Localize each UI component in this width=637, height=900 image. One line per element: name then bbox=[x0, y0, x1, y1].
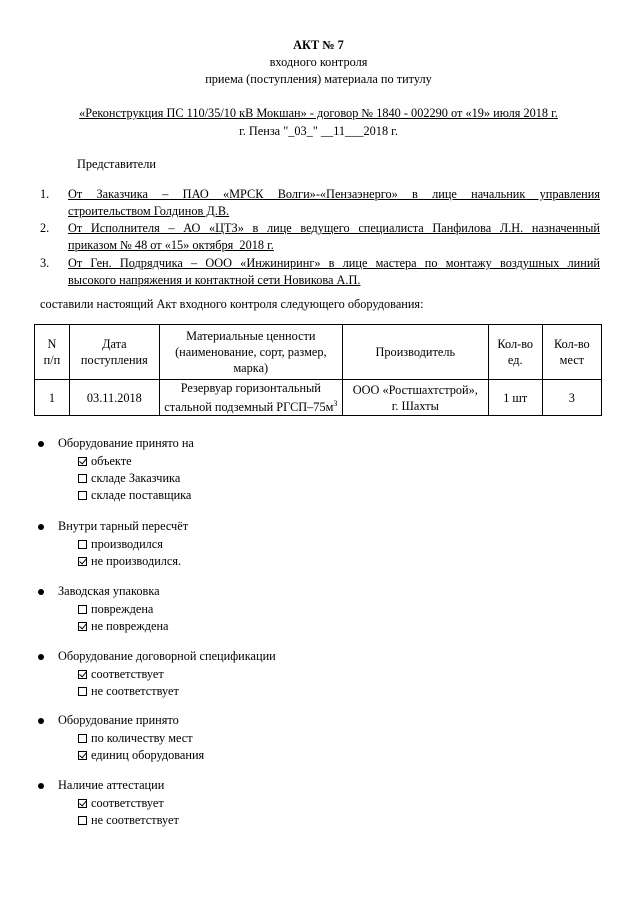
place-date: г. Пенза "_03_" __11___2018 г. bbox=[239, 124, 398, 138]
checkbox-icon[interactable] bbox=[78, 474, 87, 483]
section-5-option-2[interactable]: единиц оборудования bbox=[78, 747, 204, 763]
intro-text: составили настоящий Акт входного контроля следующего оборудования: bbox=[40, 297, 424, 311]
section-6-title: Наличие аттестации bbox=[58, 778, 165, 792]
rep-1-number: 1. bbox=[40, 187, 50, 201]
bullet-icon bbox=[38, 654, 44, 660]
col-header-producer: Производитель bbox=[342, 325, 488, 380]
checkbox-icon[interactable] bbox=[78, 491, 87, 500]
table-row bbox=[35, 380, 602, 416]
checkbox-icon[interactable] bbox=[78, 540, 87, 549]
cell-material: Резервуар горизонтальный стальной подземный РГСП–$75м^3$ bbox=[159, 380, 342, 416]
section-3-option-2[interactable]: не повреждена bbox=[78, 618, 169, 634]
section-1-option-3[interactable]: складе поставщика bbox=[78, 487, 191, 503]
section-5-option-1[interactable]: по количеству мест bbox=[78, 730, 193, 746]
checked-checkbox-icon[interactable] bbox=[78, 799, 87, 808]
section-5-title: Оборудование принято bbox=[58, 713, 179, 727]
rep-3-line-1: От Ген. Подрядчика – ООО «Инжиниринг» в лице мастера по монтажу воздушных линий bbox=[68, 256, 600, 270]
checkbox-icon[interactable] bbox=[78, 687, 87, 696]
rep-2-line-2: приказом № 48 от «15» октября_2018 г. bbox=[68, 238, 274, 252]
section-4-title: Оборудование договорной спецификации bbox=[58, 649, 276, 663]
col-header-material: Материальные ценности (наименование, сорт, размер, марка) bbox=[159, 325, 342, 380]
cell-num: 1 bbox=[35, 380, 70, 416]
cell-qty-places: 3 bbox=[542, 380, 601, 416]
section-6-option-1[interactable]: соответствует bbox=[78, 795, 164, 811]
col-header-date: Дата поступления bbox=[69, 325, 159, 380]
cell-producer: ООО «Ростшахтстрой», г. Шахты bbox=[342, 380, 488, 416]
act-subtitle-1: входного контроля bbox=[269, 55, 368, 69]
section-2-option-2[interactable]: не производился. bbox=[78, 553, 181, 569]
bullet-icon bbox=[38, 524, 44, 530]
col-header-qty-places: Кол-во мест bbox=[542, 325, 601, 380]
rep-1-line-1: От Заказчика – ПАО «МРСК Волги»-«Пензаэнерго» в лице начальник управления bbox=[68, 187, 600, 201]
col-header-num: N п/п bbox=[35, 325, 70, 380]
checkbox-icon[interactable] bbox=[78, 605, 87, 614]
checkbox-icon[interactable] bbox=[78, 734, 87, 743]
section-3-title: Заводская упаковка bbox=[58, 584, 160, 598]
checkbox-icon[interactable] bbox=[78, 816, 87, 825]
checked-checkbox-icon[interactable] bbox=[78, 622, 87, 631]
representatives-heading: Представители bbox=[77, 157, 156, 171]
section-1-option-2[interactable]: складе Заказчика bbox=[78, 470, 180, 486]
act-title: АКТ № 7 bbox=[293, 38, 344, 52]
rep-3-number: 3. bbox=[40, 256, 50, 270]
cell-qty-units: 1 шт bbox=[488, 380, 542, 416]
checked-checkbox-icon[interactable] bbox=[78, 557, 87, 566]
section-2-title: Внутри тарный пересчёт bbox=[58, 519, 189, 533]
col-header-qty-units: Кол-во ед. bbox=[488, 325, 542, 380]
bullet-icon bbox=[38, 441, 44, 447]
section-2-option-1[interactable]: производился bbox=[78, 536, 163, 552]
checked-checkbox-icon[interactable] bbox=[78, 670, 87, 679]
cell-date: 03.11.2018 bbox=[69, 380, 159, 416]
rep-3-line-2: высокого напряжения и контактной сети Новикова А.П. bbox=[68, 273, 361, 287]
section-4-option-2[interactable]: не соответствует bbox=[78, 683, 179, 699]
section-4-option-1[interactable]: соответствует bbox=[78, 666, 164, 682]
table-header-row bbox=[35, 325, 602, 380]
act-subtitle-2: приема (поступления) материала по титулу bbox=[205, 72, 432, 86]
rep-2-line-1: От Исполнителя – АО «ЦТЗ» в лице ведущего специалиста Панфилова Л.Н. назначенный bbox=[68, 221, 600, 235]
equipment-table bbox=[34, 324, 602, 416]
section-1-option-1[interactable]: объекте bbox=[78, 453, 132, 469]
project-line: «Реконструкция ПС 110/35/10 кВ Мокшан» - договор № 1840 - 002290 от «19» июля 2018 г. bbox=[79, 106, 558, 120]
bullet-icon bbox=[38, 589, 44, 595]
section-6-option-2[interactable]: не соответствует bbox=[78, 812, 179, 828]
rep-1-line-2: строительством Голдинов Д.В. bbox=[68, 204, 230, 218]
section-3-option-1[interactable]: повреждена bbox=[78, 601, 153, 617]
checked-checkbox-icon[interactable] bbox=[78, 457, 87, 466]
rep-2-number: 2. bbox=[40, 221, 50, 235]
checked-checkbox-icon[interactable] bbox=[78, 751, 87, 760]
section-1-title: Оборудование принято на bbox=[58, 436, 194, 450]
bullet-icon bbox=[38, 783, 44, 789]
bullet-icon bbox=[38, 718, 44, 724]
